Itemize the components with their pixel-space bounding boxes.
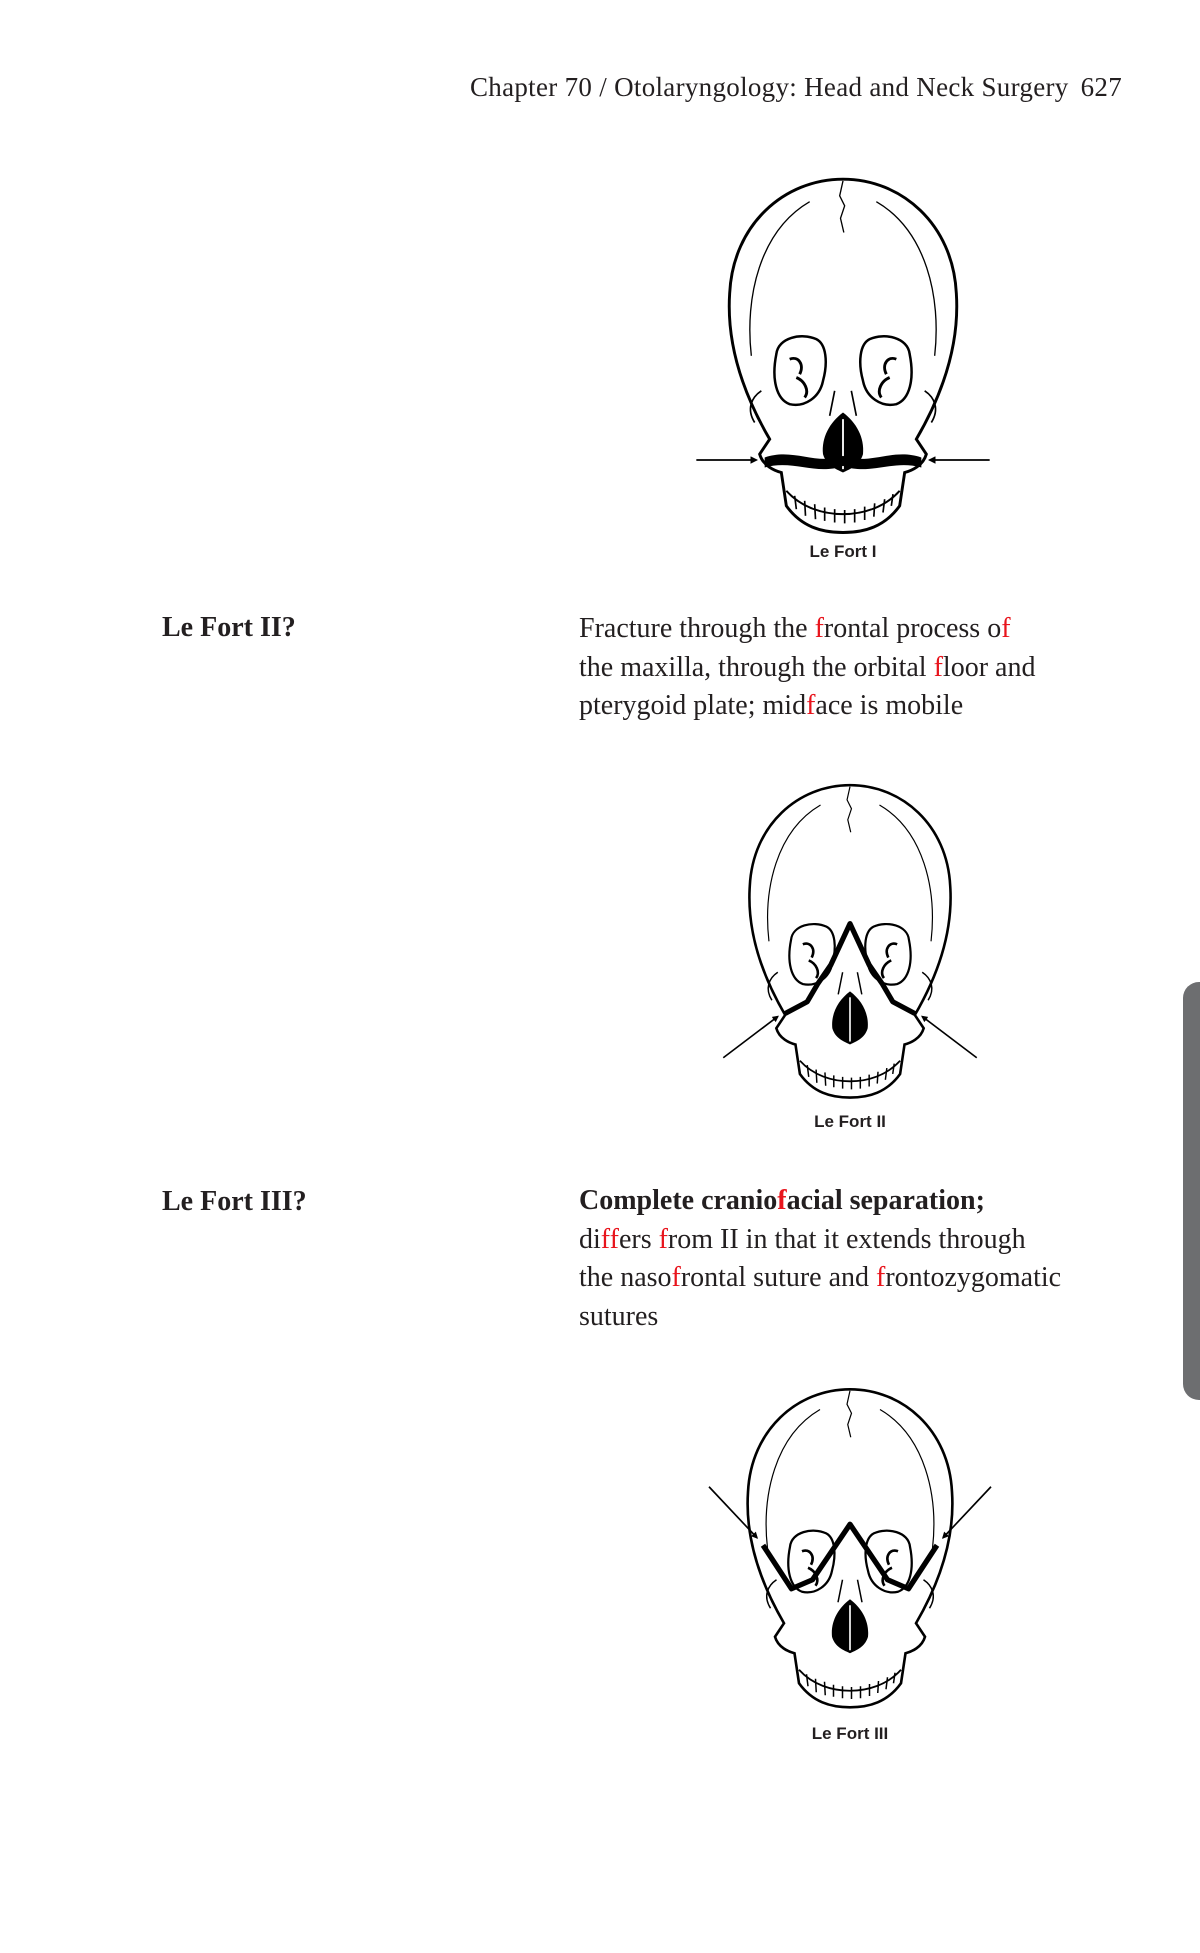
skull-illustration xyxy=(693,150,993,570)
arrow-icon xyxy=(922,1016,977,1057)
running-title: Chapter 70 / Otolaryngology: Head and Neck Surgery xyxy=(469,72,1069,102)
page-number: 627 xyxy=(1080,72,1122,102)
running-head xyxy=(470,72,1122,103)
answer-line: the maxilla, through the orbital floor and xyxy=(579,651,1036,683)
figure-le-fort-1 xyxy=(693,150,993,570)
skull-illustration xyxy=(700,1372,1000,1732)
answer-line: pterygoid plate; midface is mobile xyxy=(579,690,964,721)
answer-le-fort-3 xyxy=(579,1182,1139,1336)
answer-line: the nasofrontal suture and frontozygomatic xyxy=(579,1262,1062,1293)
figure-caption: Le Fort II xyxy=(814,1112,886,1131)
answer-line: Complete craniofacial separation; xyxy=(579,1185,985,1216)
answer-line: differs from II in that it extends through xyxy=(579,1223,1026,1255)
thumb-index-tab xyxy=(1183,982,1200,1400)
answer-line: Fracture through the frontal process of xyxy=(579,613,1011,644)
answer-line: sutures xyxy=(579,1300,659,1332)
skull-illustration xyxy=(710,765,990,1125)
arrow-icon xyxy=(723,1016,778,1057)
figure-le-fort-3 xyxy=(700,1372,1000,1752)
answer-le-fort-2 xyxy=(579,610,1139,726)
figure-caption: Le Fort I xyxy=(809,542,877,561)
question-le-fort-2: Le Fort II? xyxy=(162,612,296,643)
figure-caption: Le Fort III xyxy=(811,1724,889,1743)
question-le-fort-3: Le Fort III? xyxy=(162,1186,307,1217)
figure-le-fort-2 xyxy=(710,765,990,1145)
